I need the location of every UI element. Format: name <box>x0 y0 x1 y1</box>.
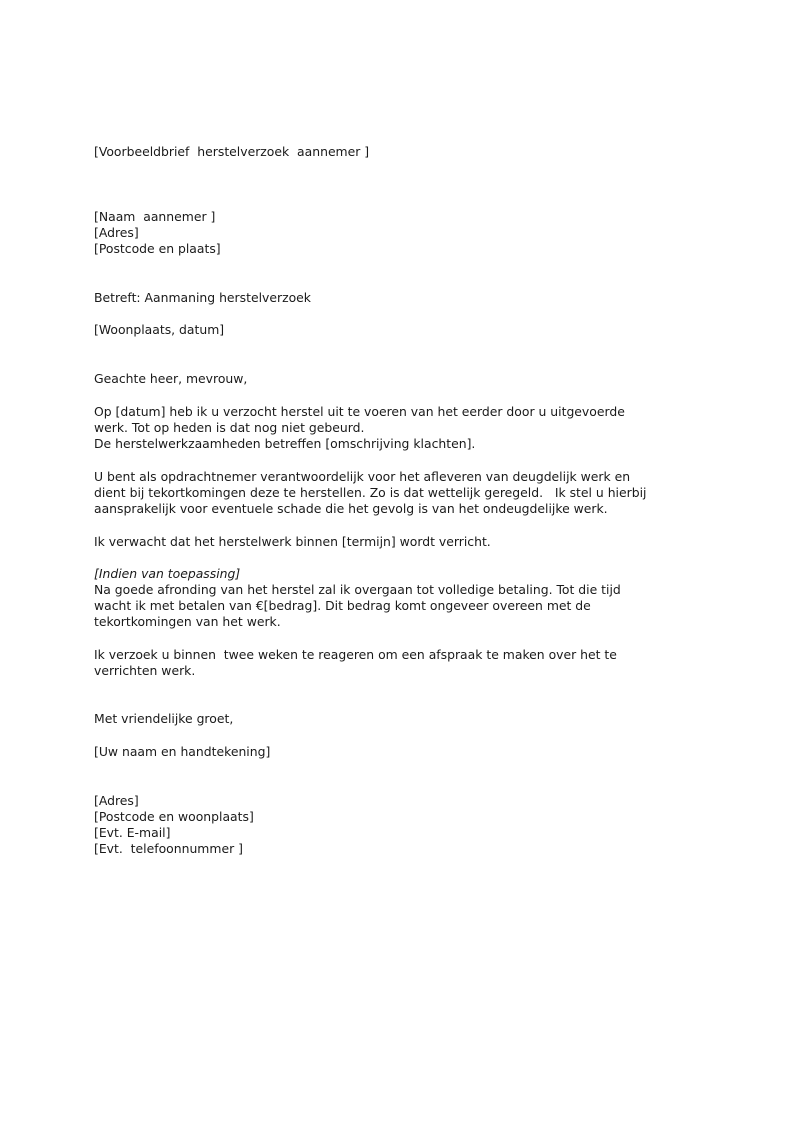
recipient-postcode-city: [Postcode en plaats] <box>94 241 221 256</box>
paragraph4-line: tekortkomingen van het werk. <box>94 614 281 629</box>
sender-phone: [Evt. telefoonnummer ] <box>94 841 243 856</box>
paragraph3: Ik verwacht dat het herstelwerk binnen [termijn] wordt verricht. <box>94 534 491 549</box>
paragraph4-line: wacht ik met betalen van €[bedrag]. Dit bedrag komt ongeveer overeen met de <box>94 598 591 613</box>
signature-placeholder: [Uw naam en handtekening] <box>94 744 271 759</box>
optional-label: [Indien van toepassing] <box>94 566 241 581</box>
paragraph5-line: Ik verzoek u binnen twee weken te reageren om een afspraak te maken over het te <box>94 647 617 662</box>
paragraph1-line: Op [datum] heb ik u verzocht herstel uit te voeren van het eerder door u uitgevoerde <box>94 404 625 419</box>
paragraph1-line: werk. Tot op heden is dat nog niet gebeurd. <box>94 420 365 435</box>
recipient-address: [Adres] <box>94 225 139 240</box>
sender-postcode-city: [Postcode en woonplaats] <box>94 809 254 824</box>
paragraph2-line: dient bij tekortkomingen deze te herstellen. Zo is dat wettelijk geregeld. Ik stel u hierbij <box>94 485 647 500</box>
paragraph2-line: aansprakelijk voor eventuele schade die het gevolg is van het ondeugdelijke werk. <box>94 501 608 516</box>
subject-line: Betreft: Aanmaning herstelverzoek <box>94 290 311 305</box>
sender-address: [Adres] <box>94 793 139 808</box>
letter-heading: [Voorbeeldbrief herstelverzoek aannemer ] <box>94 144 370 159</box>
place-date: [Woonplaats, datum] <box>94 322 225 337</box>
sender-email: [Evt. E-mail] <box>94 825 171 840</box>
paragraph2-line: U bent als opdrachtnemer verantwoordelijk voor het afleveren van deugdelijk werk en <box>94 469 631 484</box>
salutation: Geachte heer, mevrouw, <box>94 371 248 386</box>
paragraph1-line: De herstelwerkzaamheden betreffen [omschrijving klachten]. <box>94 436 476 451</box>
paragraph4-line: Na goede afronding van het herstel zal ik overgaan tot volledige betaling. Tot die tijd <box>94 582 621 597</box>
paragraph5-line: verrichten werk. <box>94 663 196 678</box>
closing: Met vriendelijke groet, <box>94 711 234 726</box>
recipient-name: [Naam aannemer ] <box>94 209 216 224</box>
